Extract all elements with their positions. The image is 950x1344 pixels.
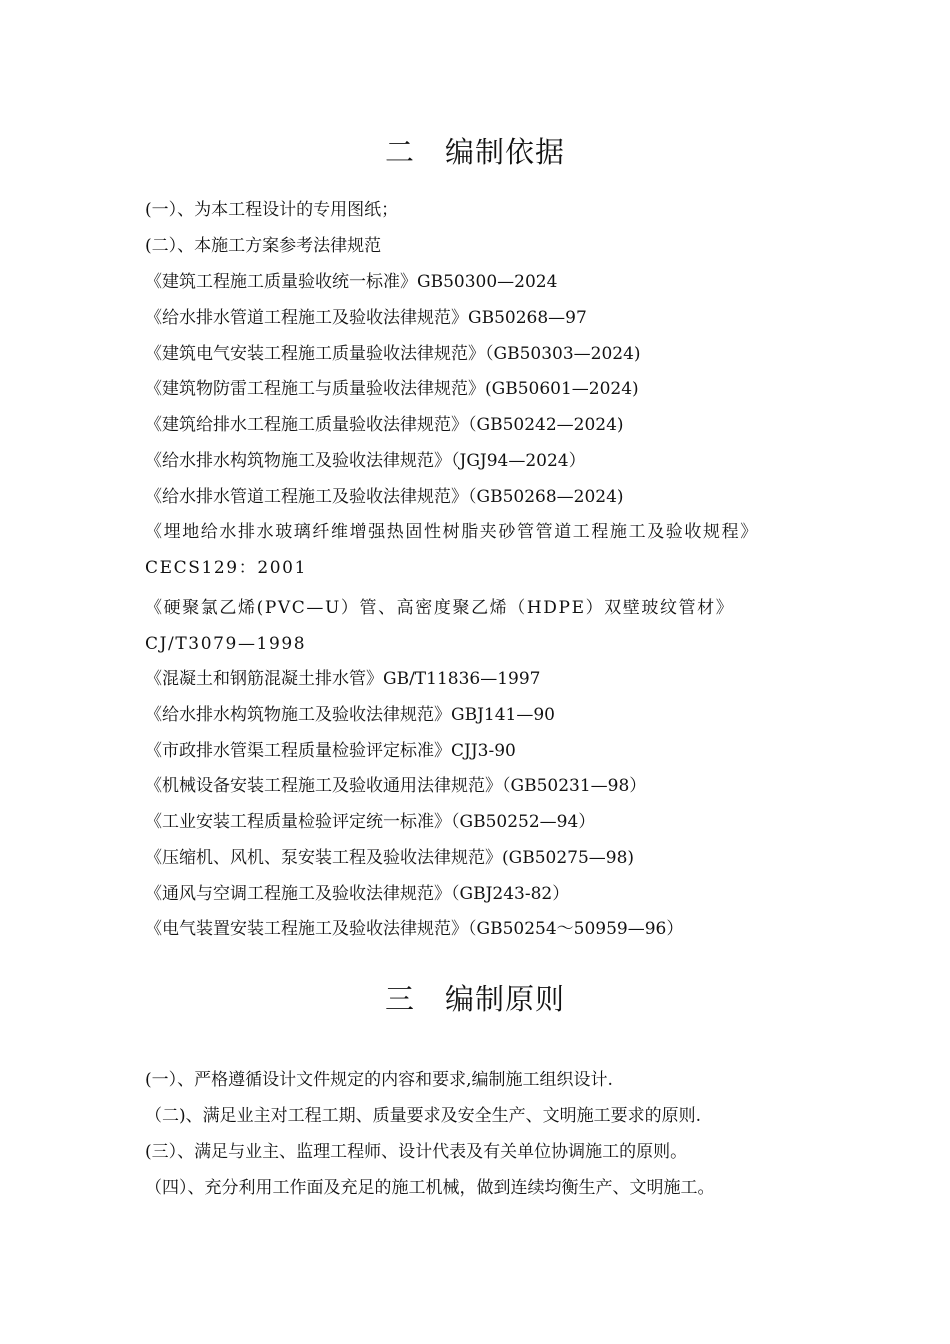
section-heading-basis: 二 编制依据 [384,135,565,169]
basis-item: 《埋地给水排水玻璃纤维增强热固性树脂夹砂管管道工程施工及验收规程》CECS129：2001 [145,522,759,578]
basis-item: 《建筑物防雷工程施工与质量验收法律规范》(GB50601—2024) [145,379,639,399]
basis-item: 《电气装置安装工程施工及验收法律规范》（GB50254～50959—96） [145,919,684,939]
basis-item: 《通风与空调工程施工及验收法律规范》（GBJ243-82） [145,884,570,904]
basis-item: 《硬聚氯乙烯(PVC—U）管、高密度聚乙烯（HDPE）双壁玻纹管材》CJ/T3079—1998 [145,598,735,654]
basis-item: (一）、为本工程设计的专用图纸； [145,200,399,220]
basis-item: 《机械设备安装工程施工及验收通用法律规范》（GB50231—98） [145,776,647,796]
basis-item: 《建筑电气安装工程施工质量验收法律规范》（GB50303—2024) [145,344,641,364]
basis-item: 《混凝土和钢筋混凝土排水管》GB/T11836—1997 [145,669,541,689]
basis-item: 《给水排水构筑物施工及验收法律规范》（JGJ94—2024） [145,451,586,471]
basis-item: 《建筑工程施工质量验收统一标准》GB50300—2024 [145,272,558,292]
principle-item: (三）、满足与业主、监理工程师、设计代表及有关单位协调施工的原则。 [145,1142,688,1162]
principle-item: (一）、严格遵循设计文件规定的内容和要求,编制施工组织设计. [145,1070,613,1090]
principle-item: （二)、满足业主对工程工期、质量要求及安全生产、文明施工要求的原则. [145,1106,702,1126]
basis-item: 《给水排水管道工程施工及验收法律规范》GB50268—97 [145,308,587,328]
basis-item: 《给水排水构筑物施工及验收法律规范》GBJ141—90 [145,705,555,725]
basis-item: (二）、本施工方案参考法律规范 [145,236,382,256]
principle-item: （四）、充分利用工作面及充足的施工机械，做到连续均衡生产、文明施工。 [145,1178,715,1198]
basis-item: 《给水排水管道工程施工及验收法律规范》（GB50268—2024) [145,487,624,507]
basis-item: 《建筑给排水工程施工质量验收法律规范》（GB50242—2024) [145,415,624,435]
basis-item: 《工业安装工程质量检验评定统一标准》（GB50252—94） [145,812,596,832]
section-heading-principles: 三 编制原则 [384,982,565,1016]
basis-item: 《市政排水管渠工程质量检验评定标准》CJJ3-90 [145,741,516,761]
basis-item: 《压缩机、风机、泵安装工程及验收法律规范》(GB50275—98) [145,848,635,868]
